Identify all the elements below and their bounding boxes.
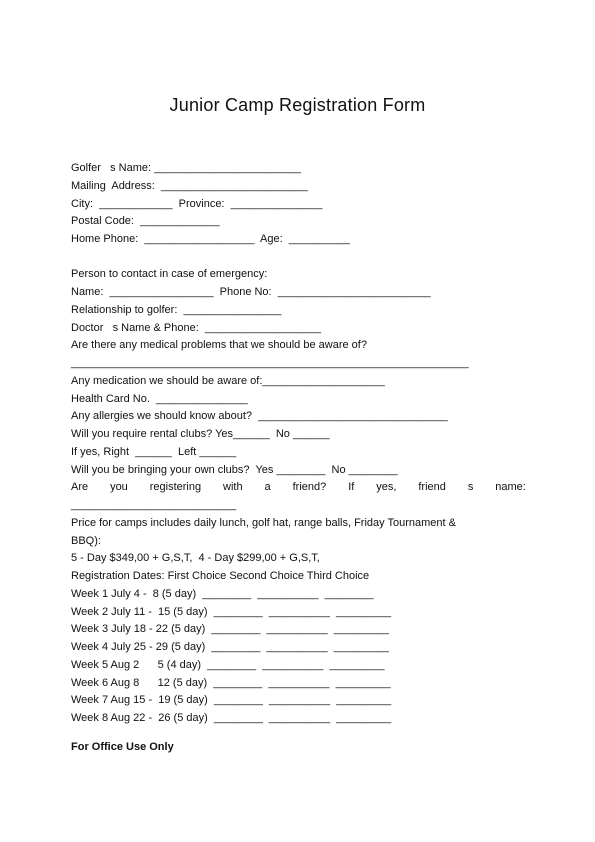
price-line-2: BBQ): (71, 534, 101, 547)
home-phone-age-field[interactable]: Home Phone: __________________ Age: __________ (71, 233, 350, 245)
section-spacer (71, 249, 526, 267)
right-left-field[interactable]: If yes, Right ______ Left ______ (71, 445, 237, 458)
office-use-heading: For Office Use Only (71, 741, 174, 753)
week-row[interactable]: Week 4 July 25 - 29 (5 day) ________ __________ _________ (71, 641, 389, 653)
friend-word: friend (418, 481, 446, 494)
friend-name-line[interactable]: ___________________________ (71, 499, 237, 511)
city-province-field[interactable]: City: ____________ Province: _______________ (71, 197, 323, 210)
form-title: Junior Camp Registration Form (169, 95, 426, 115)
allergies-field[interactable]: Any allergies we should know about? _______________________________ (71, 410, 448, 423)
week-row[interactable]: Week 1 July 4 - 8 (5 day) ________ __________ ________ (71, 587, 374, 600)
friend-word: name: (495, 481, 526, 494)
medication-field[interactable]: Any medication we should be aware of:____________________ (71, 374, 385, 387)
friend-word: you (110, 481, 128, 494)
registration-dates-heading: Registration Dates: First Choice Second Choice Third Choice (71, 570, 370, 582)
registration-form (71, 160, 526, 728)
week-row[interactable]: Week 8 Aug 22 - 26 (5 day) ________ __________ _________ (71, 712, 392, 724)
week-row[interactable]: Week 7 Aug 15 - 19 (5 day) ________ __________ _________ (71, 694, 392, 707)
relationship-field[interactable]: Relationship to golfer: ________________ (71, 303, 282, 316)
postal-code-field[interactable]: Postal Code: _____________ (71, 215, 220, 228)
friend-word: s (467, 481, 474, 494)
friend-word: friend? (292, 481, 327, 494)
week-row[interactable]: Week 2 July 11 - 15 (5 day) ________ __________ _________ (71, 605, 392, 618)
friend-word: yes, (376, 481, 397, 494)
week-row[interactable]: Week 6 Aug 8 12 (5 day) ________ __________ _________ (71, 676, 391, 689)
emergency-heading: Person to contact in case of emergency: (71, 268, 268, 281)
golfer-name-field[interactable]: Golfer s Name: ________________________ (71, 162, 301, 174)
week-row[interactable]: Week 5 Aug 2 5 (4 day) ________ __________ _________ (71, 658, 385, 671)
medical-answer-line[interactable]: _________________________________________________________________ (71, 357, 469, 369)
mailing-address-field[interactable]: Mailing Address: ________________________ (71, 179, 308, 192)
friend-word: Are (71, 481, 89, 494)
health-card-field[interactable]: Health Card No. _______________ (71, 392, 248, 405)
medical-question: Are there any medical problems that we should be aware of? (71, 339, 367, 352)
own-clubs-field[interactable]: Will you be bringing your own clubs? Yes ________ No ________ (71, 463, 398, 476)
friend-word: a (264, 481, 271, 494)
price-line-1: Price for camps includes daily lunch, golf hat, range balls, Friday Tournament & (71, 516, 456, 529)
doctor-field[interactable]: Doctor s Name & Phone: ___________________ (71, 321, 322, 334)
friend-word: registering (149, 481, 202, 494)
friend-question (71, 479, 526, 497)
emergency-name-phone-field[interactable]: Name: _________________ Phone No: _________________________ (71, 286, 431, 298)
friend-word: If (348, 481, 355, 494)
week-row[interactable]: Week 3 July 18 - 22 (5 day) ________ __________ _________ (71, 623, 389, 636)
rental-clubs-field[interactable]: Will you require rental clubs? Yes______ No ______ (71, 428, 330, 440)
friend-word: with (223, 481, 243, 494)
price-line-3: 5 - Day $349,00 + G,S,T, 4 - Day $299,00 + G,S,T, (71, 552, 320, 565)
